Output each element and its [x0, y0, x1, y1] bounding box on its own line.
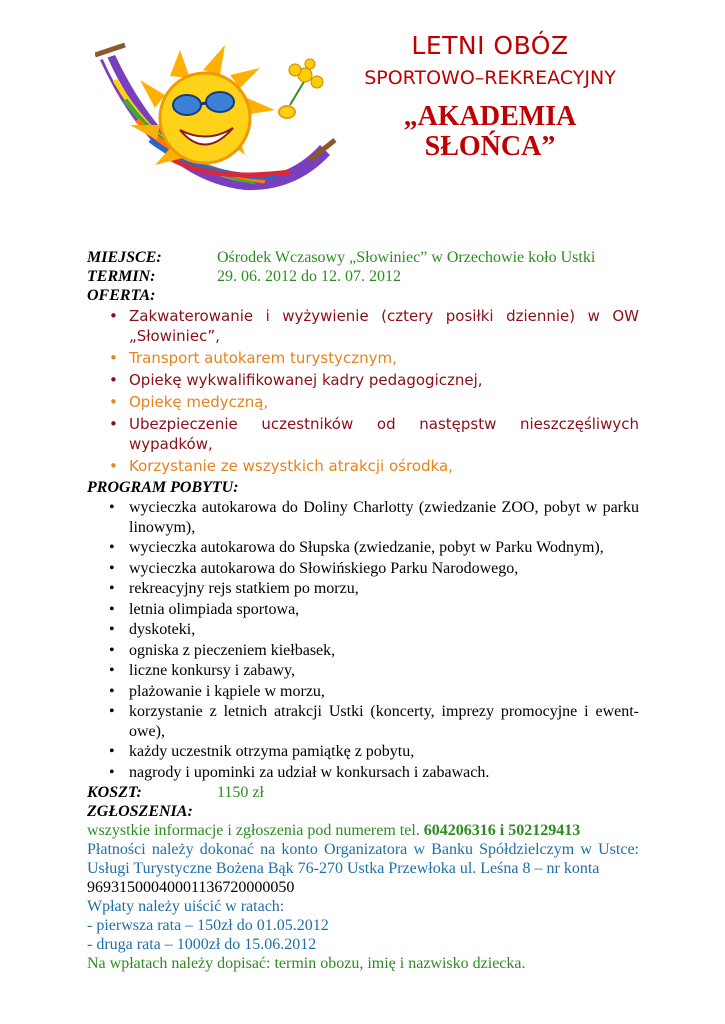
miejsce-row: [87, 248, 639, 267]
payment-paragraph: Płatności należy dokonać na konto Organizatora w Banku Spółdzielczym w Ustce: Usługi Turystyczne Bożena Bąk 76-270 Ustka Przewłoka ul. Leśna 8 – nr konta: [87, 841, 639, 877]
program-label: PROGRAM POBYTU:: [87, 479, 239, 496]
list-item: • Zakwaterowanie i wyżywienie (cztery posiłki dziennie) w OW „Słowiniec”,: [109, 307, 639, 345]
offer-list: [87, 306, 639, 476]
koszt-value: 1150 zł: [217, 784, 264, 801]
title-line-3: „AKADEMIA: [403, 101, 577, 132]
list-item: • ogniska z pieczeniem kiełbasek,: [109, 641, 336, 659]
phone-number-1: 604206316: [423, 822, 496, 839]
footer-note: Na wpłatach należy dopisać: termin obozu, imię i nazwisko dziecka.: [87, 955, 526, 972]
sun-hammock-illustration: [95, 40, 340, 205]
list-item: • dyskoteki,: [109, 621, 196, 638]
title-line-4: SŁOŃCA”: [424, 131, 556, 162]
installments-intro: Wpłaty należy uiścić w ratach:: [87, 898, 285, 915]
termin-label: TERMIN:: [87, 268, 156, 285]
list-item: • wycieczka autokarowa do Doliny Charlotty (zwiedzanie ZOO, pobyt w parku linowym),: [109, 499, 639, 536]
title-line-2: SPORTOWO–REKREACYJNY: [364, 67, 616, 89]
list-item: • nagrody i upominki za udział w konkursach i zabawach.: [109, 763, 490, 781]
zgloszenia-label: ZGŁOSZENIA:: [87, 803, 193, 820]
list-item: • liczne konkursy i zabawy,: [109, 662, 296, 679]
miejsce-value: Ośrodek Wczasowy „Słowiniec” w Orzechowie koło Ustki: [217, 249, 596, 266]
installment-2: - druga rata – 1000zł do 15.06.2012: [87, 936, 317, 953]
koszt-label: KOSZT:: [87, 784, 142, 801]
termin-value: 29. 06. 2012 do 12. 07. 2012: [217, 268, 401, 285]
list-item: • każdy uczestnik otrzyma pamiątkę z pobytu,: [109, 743, 415, 760]
list-item: • Opiekę wykwalifikowanej kadry pedagogicznej,: [109, 371, 483, 389]
list-item: • korzystanie z letnich atrakcji Ustki (koncerty, imprezy promocyjne i ewent-owe),: [109, 703, 639, 740]
installment-1: - pierwsza rata – 150zł do 01.05.2012: [87, 917, 329, 934]
account-number: 96931500040001136720000050: [87, 879, 295, 896]
list-item: • plażowanie i kąpiele w morzu,: [109, 682, 325, 700]
termin-row: [87, 267, 639, 286]
program-list: [87, 498, 639, 782]
list-item: • Korzystanie ze wszystkich atrakcji ośrodka,: [109, 457, 453, 475]
oferta-label: OFERTA:: [87, 287, 156, 304]
list-item: • Transport autokarem turystycznym,: [109, 349, 397, 367]
list-item: • wycieczka autokarowa do Słupska (zwiedzanie, pobyt w Parku Wodnym),: [109, 539, 604, 556]
list-item: • rekreacyjny rejs statkiem po morzu,: [109, 580, 359, 597]
list-item: • letnia olimpiada sportowa,: [109, 600, 300, 618]
list-item: • Opiekę medyczną,: [109, 393, 269, 411]
document-content: [87, 248, 639, 973]
phone-number-2: 502129413: [508, 822, 581, 839]
info-line: wszystkie informacje i zgłoszenia pod numerem tel. 604206316 i 502129413: [87, 822, 581, 839]
miejsce-label: MIEJSCE:: [87, 249, 162, 266]
title-block: [330, 30, 650, 162]
list-item: • wycieczka autokarowa do Słowińskiego Parku Narodowego,: [109, 559, 519, 577]
koszt-row: [87, 783, 639, 802]
title-line-1: LETNI OBÓZ: [411, 31, 569, 60]
list-item: • Ubezpieczenie uczestników od następstw nieszczęśliwych wypadków,: [109, 415, 639, 453]
